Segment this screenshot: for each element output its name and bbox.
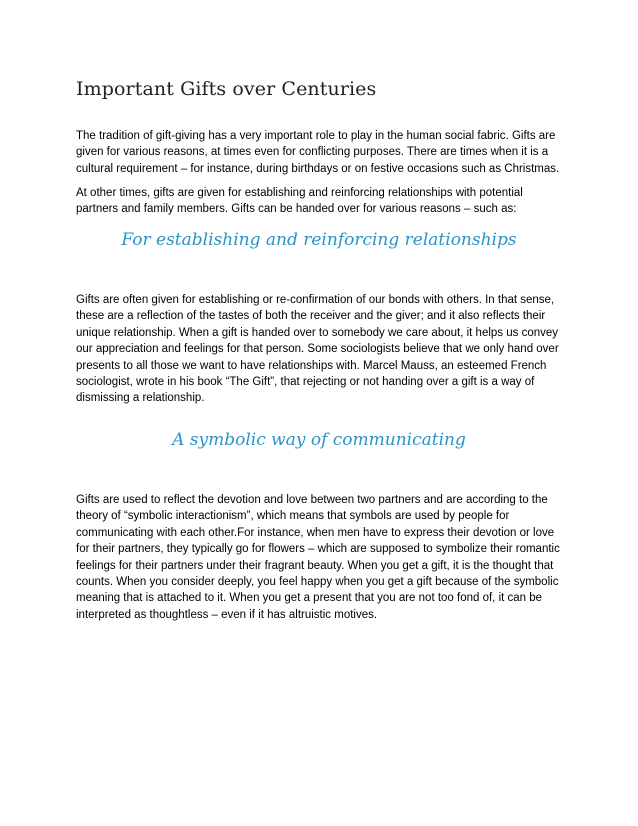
section-body: Gifts are often given for establishing or re-confirmation of our bonds with others. In that sense, these are a reflection of the tastes of both the receiver and the giver; and it also reflects their unique relationship. When a gift is handed over to somebody we care about, it helps us convey our appreciation and feelings for that person. Some sociologists believe that we only hand over presents to all those we want to have relationships with. Marcel Mauss, an esteemed French sociologist, wrote in his book “The Gift”, that rejecting or not handing over a gift is a way of dismissing a relationship. — [76, 294, 559, 405]
page-title: Important Gifts over Centuries — [76, 78, 377, 100]
section-body: Gifts are used to reflect the devotion and love between two partners and are according to the theory of “symbolic interactionism”, which means that symbols are used by people for communicating with each other.For instance, when men have to express their devotion or love for their partners, they typically go for flowers – which are supposed to symbolize their romantic feelings for their partners under their fragrant beauty. When you get a gift, it is the thought that counts. When you consider deeply, you feel happy when you get a gift because of the symbolic meaning that is attached to it. When you get a present that you are not too fond of, it can be interpreted as thoughtless – even if it has altruistic motives. — [76, 494, 560, 621]
section-heading: For establishing and reinforcing relationships — [121, 230, 517, 250]
section-heading: A symbolic way of communicating — [172, 430, 466, 450]
intro-paragraph: The tradition of gift-giving has a very important role to play in the human social fabric. Gifts are given for various reasons, at times even for conflicting purposes. There are times when it is a cultural requirement – for instance, during birthdays or on festive occasions such as Christmas. — [76, 130, 560, 175]
intro-paragraph: At other times, gifts are given for establishing and reinforcing relationships with potential partners and family members. Gifts can be handed over for various reasons – such as: — [76, 187, 523, 216]
